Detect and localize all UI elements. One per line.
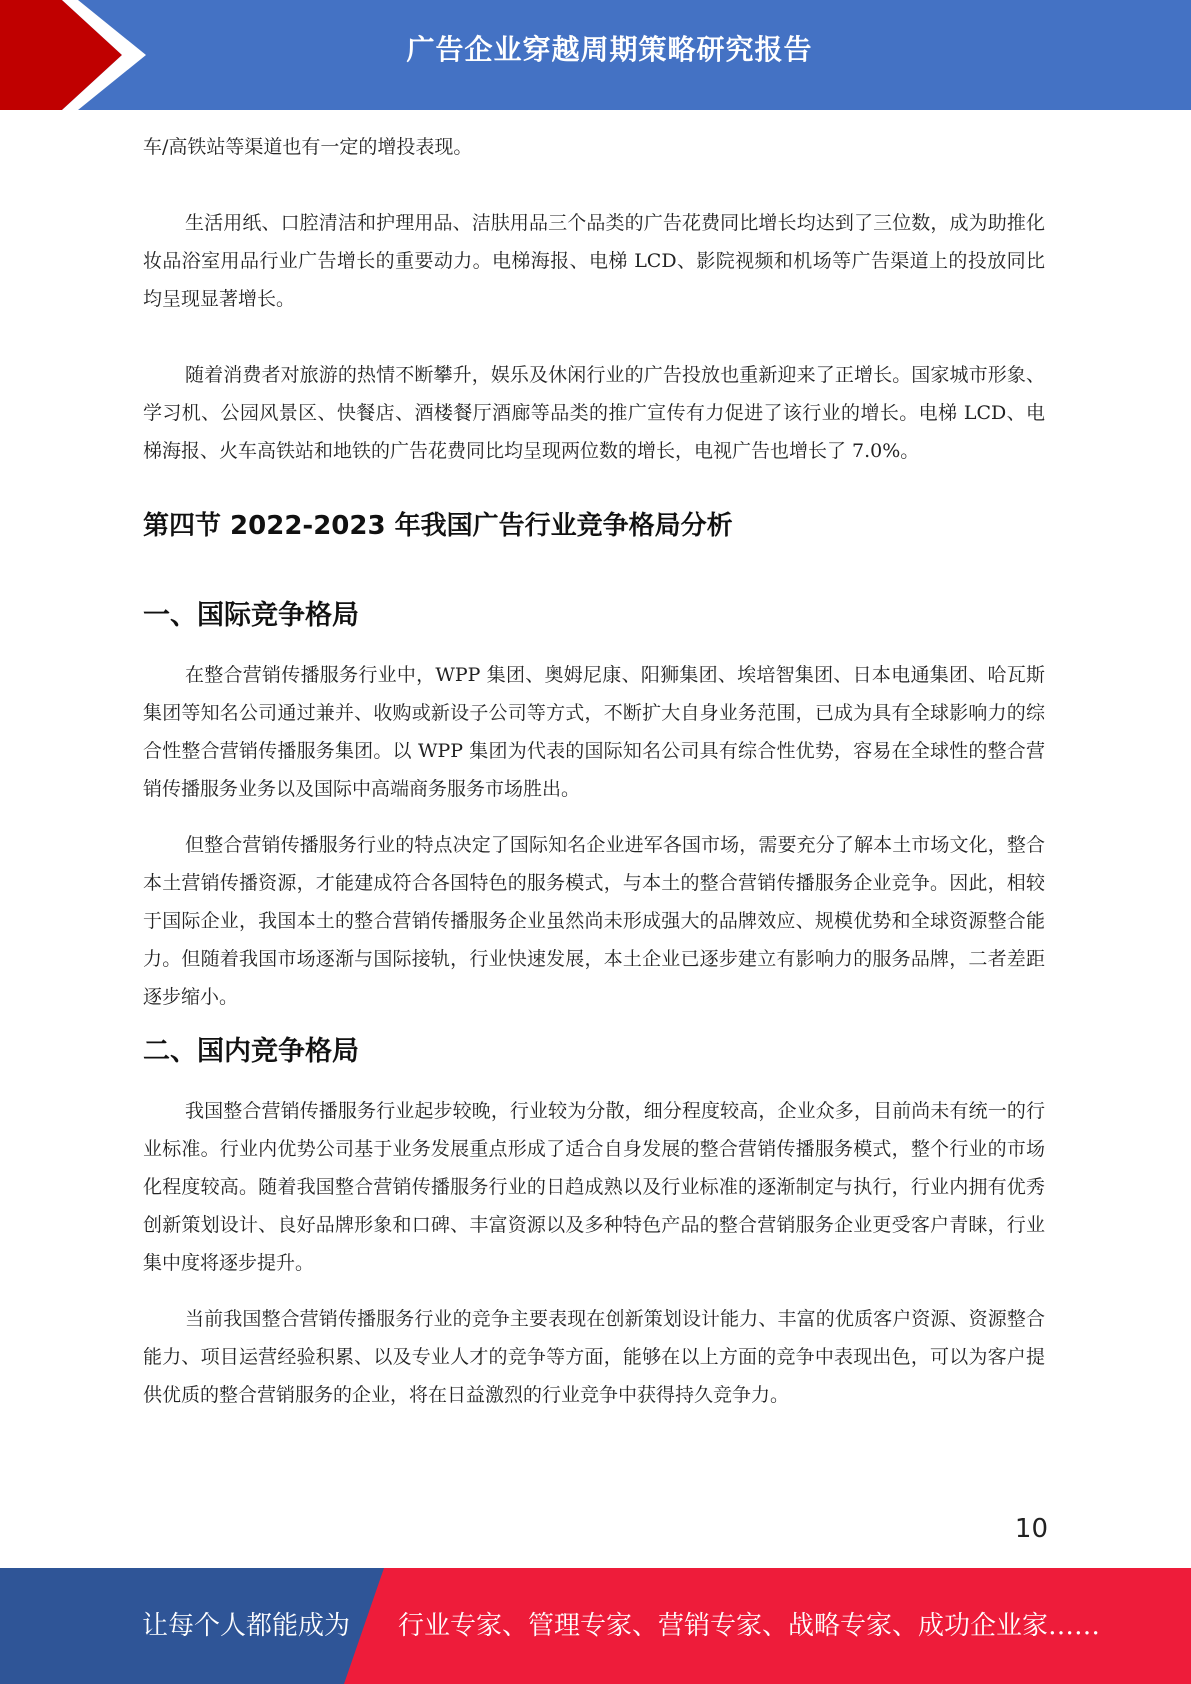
- page-number: 10: [1014, 1514, 1048, 1544]
- page-footer: [0, 1568, 1191, 1684]
- section-title: 第四节 2022-2023 年我国广告行业竞争格局分析: [143, 511, 733, 541]
- paragraph-international-1: 在整合营销传播服务行业中，WPP 集团、奥姆尼康、阳狮集团、埃培智集团、日本电通集团、哈瓦斯集团等知名公司通过兼并、收购或新设子公司等方式，不断扩大自身业务范围，已成为具有全球影响力的综合性整合营销传播服务集团。以 WPP 集团为代表的国际知名公司具有综合性优势，容易在全球性的整合营销传播服务业务以及国际中高端商务服务市场胜出。: [143, 664, 1045, 800]
- footer-slogan-right: 行业专家、管理专家、营销专家、战略专家、成功企业家……: [398, 1611, 1101, 1641]
- paragraph-international-2: 但整合营销传播服务行业的特点决定了国际知名企业进军各国市场，需要充分了解本土市场文化，整合本土营销传播资源，才能建成符合各国特色的服务模式，与本土的整合营销传播服务企业竞争。因此，相较于国际企业，我国本土的整合营销传播服务企业虽然尚未形成强大的品牌效应、规模优势和全球资源整合能力。但随着我国市场逐渐与国际接轨，行业快速发展，本土企业已逐步建立有影响力的服务品牌，二者差距逐步缩小。: [143, 834, 1045, 1008]
- footer-slogan-left: 让每个人都能成为: [142, 1611, 351, 1641]
- paragraph-entertainment: 随着消费者对旅游的热情不断攀升，娱乐及休闲行业的广告投放也重新迎来了正增长。国家城市形象、学习机、公园风景区、快餐店、酒楼餐厅酒廊等品类的推广宣传有力促进了该行业的增长。电梯 LCD、电梯海报、火车高铁站和地铁的广告花费同比均呈现两位数的增长，电视广告也增长了 7.0%。: [143, 364, 1045, 462]
- subsection-title-international: 一、国际竞争格局: [143, 600, 359, 631]
- paragraph-cosmetics: 生活用纸、口腔清洁和护理用品、洁肤用品三个品类的广告花费同比增长均达到了三位数，成为助推化妆品浴室用品行业广告增长的重要动力。电梯海报、电梯 LCD、影院视频和机场等广告渠道上的投放同比均呈现显著增长。: [143, 212, 1045, 310]
- paragraph-domestic-1: 我国整合营销传播服务行业起步较晚，行业较为分散，细分程度较高，企业众多，目前尚未有统一的行业标准。行业内优势公司基于业务发展重点形成了适合自身发展的整合营销传播服务模式，整个行业的市场化程度较高。随着我国整合营销传播服务行业的日趋成熟以及行业标准的逐渐制定与执行，行业内拥有优秀创新策划设计、良好品牌形象和口碑、丰富资源以及多种特色产品的整合营销服务企业更受客户青睐，行业集中度将逐步提升。: [143, 1100, 1045, 1274]
- paragraph-domestic-2: 当前我国整合营销传播服务行业的竞争主要表现在创新策划设计能力、丰富的优质客户资源、资源整合能力、项目运营经验积累、以及专业人才的竞争等方面，能够在以上方面的竞争中表现出色，可以为客户提供优质的整合营销服务的企业，将在日益激烈的行业竞争中获得持久竞争力。: [143, 1308, 1045, 1406]
- subsection-title-domestic: 二、国内竞争格局: [143, 1036, 359, 1067]
- page-header: [0, 0, 1191, 110]
- report-title: 广告企业穿越周期策略研究报告: [406, 33, 813, 66]
- document-body: [143, 128, 1045, 1414]
- paragraph-continuation: 车/高铁站等渠道也有一定的增投表现。: [143, 136, 473, 158]
